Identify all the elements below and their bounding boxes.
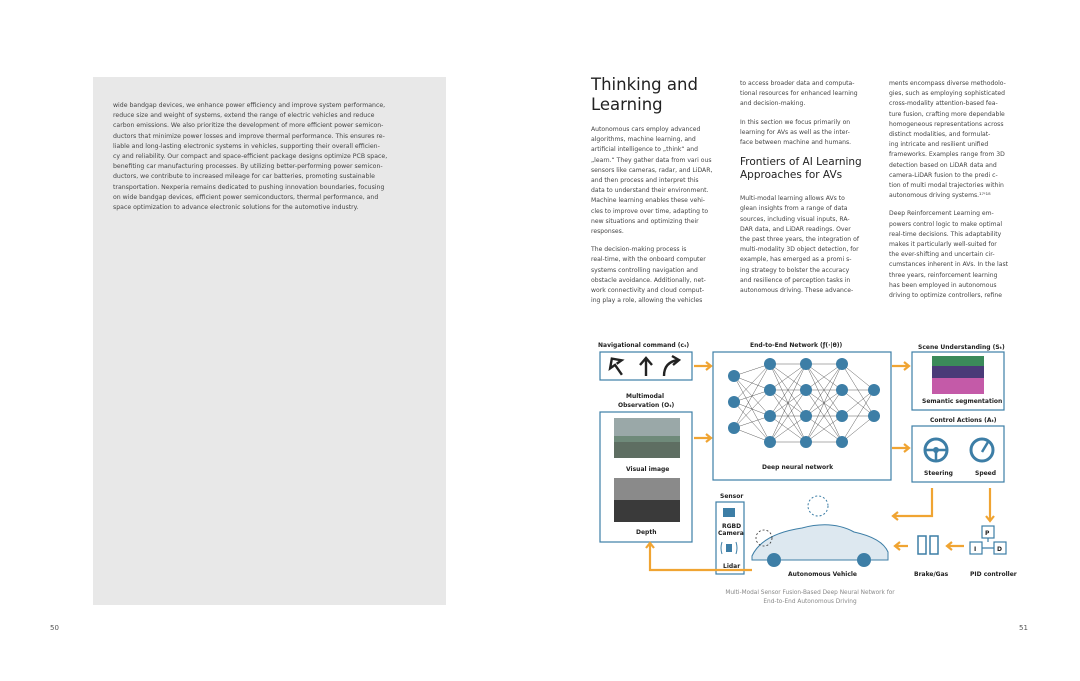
- semantic-segmentation-label: Semantic segmentation: [922, 398, 1003, 405]
- text-line: liable and long-lasting electronic systems in vehicles, supporting their overall efficien-: [113, 142, 380, 150]
- text-line: has been employed in autonomous: [889, 281, 997, 289]
- caption-line: Multi-Modal Sensor Fusion-Based Deep Neural Network for: [725, 590, 895, 596]
- text-line: distinct modalities, and formulat-: [889, 131, 991, 139]
- text-line: gies, such as employing sophisticated: [889, 90, 1006, 98]
- nn-node: [764, 436, 776, 448]
- text-line: responses.: [591, 228, 624, 236]
- text-line: ductors that minimize power losses and improve thermal performance. This ensures re-: [113, 132, 385, 140]
- segmentation-road: [932, 378, 984, 394]
- depth-map-far: [614, 478, 680, 500]
- autonomous-vehicle-label: Autonomous Vehicle: [788, 571, 857, 578]
- visual-image-label: Visual image: [626, 466, 670, 473]
- end-to-end-label: End-to-End Network (ƒ(·|θ)): [750, 342, 843, 349]
- flow-arrow: [947, 542, 964, 550]
- text-line: face between machine and humans.: [740, 139, 852, 147]
- text-line: benefiting car manufacturing processes. By utilizing better-performing power semicon-: [113, 163, 383, 171]
- paragraph: [591, 245, 731, 306]
- rgbd-label: RGBD: [722, 523, 742, 530]
- text-line: data to understand their environment.: [591, 187, 709, 195]
- text-line: and resilience of perception tasks in: [740, 276, 851, 284]
- text-line: The decision-making process is: [591, 246, 687, 254]
- nn-node: [836, 358, 848, 370]
- text-line: cles to improve over time, adapting to: [591, 207, 709, 215]
- lidar-label: Lidar: [723, 563, 741, 570]
- text-line: ing strategy to bolster the accuracy: [740, 266, 850, 274]
- text-line: multi-modality 3D object detection, for: [740, 246, 859, 254]
- column-1: [591, 125, 731, 314]
- pid-letter: D: [997, 546, 1002, 553]
- text-line: and decision-making.: [740, 100, 806, 108]
- subheading-line: Frontiers of AI Learning: [740, 156, 862, 169]
- column-2-intro: [740, 79, 882, 148]
- depth-label: Depth: [636, 529, 657, 536]
- paragraph: [889, 209, 1029, 301]
- nn-node: [836, 384, 848, 396]
- brake-gas-icon: [918, 536, 938, 554]
- nn-node: [800, 436, 812, 448]
- dnn-label: Deep neural network: [762, 464, 834, 471]
- nn-node: [764, 358, 776, 370]
- pid-controller-label: PID controller: [970, 571, 1017, 578]
- text-line: Machine learning enables these vehi-: [591, 197, 705, 205]
- flow-arrow: [694, 434, 711, 442]
- figure-caption: [700, 589, 920, 607]
- text-line: „learn.“ They gather data from vari ous: [591, 156, 712, 164]
- text-line: cy and reliability. Our compact and space-efficient package designs optimize PCB space,: [113, 153, 388, 161]
- text-line: artificial intelligence to „think“ and: [591, 146, 698, 154]
- text-line: sensors like cameras, radar, and LiDAR,: [591, 166, 713, 174]
- sensor-label: Sensor: [720, 493, 744, 500]
- text-line: ture fusion, crafting more dependable: [889, 110, 1005, 118]
- column-3: [889, 79, 1029, 309]
- pid-controller-icon: [970, 526, 1006, 554]
- text-line: glean insights from a range of data: [740, 205, 848, 213]
- text-line: frameworks. Examples range from 3D: [889, 151, 1005, 159]
- text-line: camera-LiDAR fusion to the predi c-: [889, 171, 998, 179]
- nn-node: [728, 422, 740, 434]
- section-title-line: Thinking and: [591, 75, 698, 94]
- text-line: DAR data, and LiDAR readings. Over: [740, 225, 851, 233]
- text-line: learning for AVs as well as the inter-: [740, 128, 850, 136]
- nn-node: [764, 410, 776, 422]
- text-line: transportation. Nexperia remains dedicated to pushing innovation boundaries, focusing: [113, 183, 385, 191]
- segmentation-trees: [932, 356, 984, 366]
- nn-node: [728, 396, 740, 408]
- text-line: to access broader data and computa-: [740, 80, 855, 87]
- caption-line: End-to-End Autonomous Driving: [763, 599, 857, 605]
- nn-node: [764, 384, 776, 396]
- text-line: cross-modality attention-based fea-: [889, 100, 998, 108]
- camera-label: Camera: [718, 530, 744, 537]
- text-line: homogeneous representations across: [889, 120, 1004, 128]
- text-line: Deep Reinforcement Learning em-: [889, 210, 994, 218]
- brake-gas-label: Brake/Gas: [914, 571, 949, 578]
- flow-arrow: [892, 444, 909, 452]
- text-line: detection based on LiDAR data and: [889, 161, 997, 169]
- text-line: example, has emerged as a promi s-: [740, 256, 852, 264]
- pid-letter: P: [985, 530, 990, 537]
- autonomous-vehicle-icon: [752, 496, 888, 567]
- pid-letter: I: [974, 546, 977, 553]
- text-line: the past three years, the integration of: [740, 236, 859, 244]
- observation-label: Observation (Oₜ): [618, 402, 675, 409]
- text-line: new situations and optimizing their: [591, 217, 699, 225]
- text-line: space optimization to advance electronic solutions for the automotive industry.: [113, 204, 359, 212]
- text-line: work connectivity and cloud comput-: [591, 287, 705, 295]
- nn-node: [868, 384, 880, 396]
- text-line: Autonomous cars employ advanced: [591, 126, 701, 133]
- nn-node: [800, 410, 812, 422]
- flow-arrow: [694, 362, 711, 370]
- flow-arrow: [895, 542, 908, 550]
- text-line: cumstances inherent in AVs. In the last: [889, 261, 1009, 269]
- column-2-body: [740, 194, 882, 296]
- left-page-text: [113, 101, 431, 213]
- visual-image-sky: [614, 418, 680, 436]
- text-line: makes it particularly well-suited for: [889, 241, 997, 249]
- multimodal-label: Multimodal: [626, 393, 664, 400]
- nn-node: [728, 370, 740, 382]
- text-line: driving to optimize controllers, refine: [889, 292, 1002, 300]
- page-number-right: 51: [1019, 624, 1028, 632]
- section-title-line: Learning: [591, 95, 663, 114]
- text-line: sources, including visual inputs, RA-: [740, 215, 850, 223]
- text-line: tional resources for enhanced learning: [740, 90, 858, 98]
- camera-icon: [723, 508, 735, 517]
- visual-image-road: [614, 442, 680, 458]
- text-line: In this section we focus primarily on: [740, 118, 851, 126]
- flow-arrow: [892, 362, 909, 370]
- text-line: autonomous driving systems.¹⁷'¹⁸: [889, 192, 991, 200]
- text-line: ing play a role, allowing the vehicles: [591, 297, 703, 305]
- text-line: the ever-shifting and uncertain cir-: [889, 251, 995, 259]
- steering-label: Steering: [924, 470, 953, 477]
- text-line: carbon emissions. We also prioritize the development of more efficient power semicon-: [113, 122, 384, 130]
- paragraph: [740, 118, 882, 149]
- text-line: on wide bandgap devices, efficient power semiconductors, thermal performance, and: [113, 193, 379, 201]
- control-actions-label: Control Actions (Aₜ): [930, 417, 997, 424]
- nn-node: [836, 436, 848, 448]
- subheading-line: Approaches for AVs: [740, 169, 843, 182]
- text-line: tion of multi modal trajectories within: [889, 182, 1004, 190]
- flow-arrow: [986, 488, 994, 521]
- text-line: Multi-modal learning allows AVs to: [740, 195, 845, 203]
- nn-node: [868, 410, 880, 422]
- text-line: real-time decisions. This adaptability: [889, 230, 1002, 238]
- text-line: three years, reinforcement learning: [889, 271, 998, 279]
- text-line: ing intricate and resilient unified: [889, 141, 989, 149]
- paragraph: [889, 79, 1029, 201]
- text-line: systems controlling navigation and: [591, 266, 698, 274]
- subheading: [740, 156, 882, 182]
- text-line: obstacle avoidance. Additionally, net-: [591, 276, 706, 284]
- nn-node: [800, 384, 812, 396]
- architecture-diagram: [592, 338, 1024, 588]
- section-title: [591, 75, 731, 115]
- text-line: algorithms, machine learning, and: [591, 136, 696, 144]
- text-line: ductors, we contribute to increased mileage for car batteries, promoting sustainable: [113, 173, 375, 181]
- text-line: reduce size and weight of systems, extend the range of electric vehicles and reduce: [113, 112, 375, 120]
- speed-label: Speed: [975, 470, 997, 477]
- page-number-left: 50: [50, 624, 59, 632]
- text-line: powers control logic to make optimal: [889, 220, 1003, 228]
- paragraph: [740, 79, 882, 110]
- text-line: wide bandgap devices, we enhance power efficiency and improve system performance,: [113, 102, 386, 109]
- column-2: [740, 79, 882, 296]
- text-line: and then process and interpret this: [591, 177, 699, 185]
- scene-understanding-label: Scene Understanding (Sₜ): [918, 344, 1005, 351]
- text-line: ments encompass diverse methodolo-: [889, 80, 1006, 87]
- nn-node: [836, 410, 848, 422]
- nn-node: [800, 358, 812, 370]
- flow-arrow: [893, 488, 932, 520]
- text-line: autonomous driving. These advance-: [740, 287, 854, 295]
- nav-command-label: Navigational command (cₜ): [598, 342, 690, 349]
- paragraph: [591, 125, 731, 237]
- text-line: real-time, with the onboard computer: [591, 256, 706, 264]
